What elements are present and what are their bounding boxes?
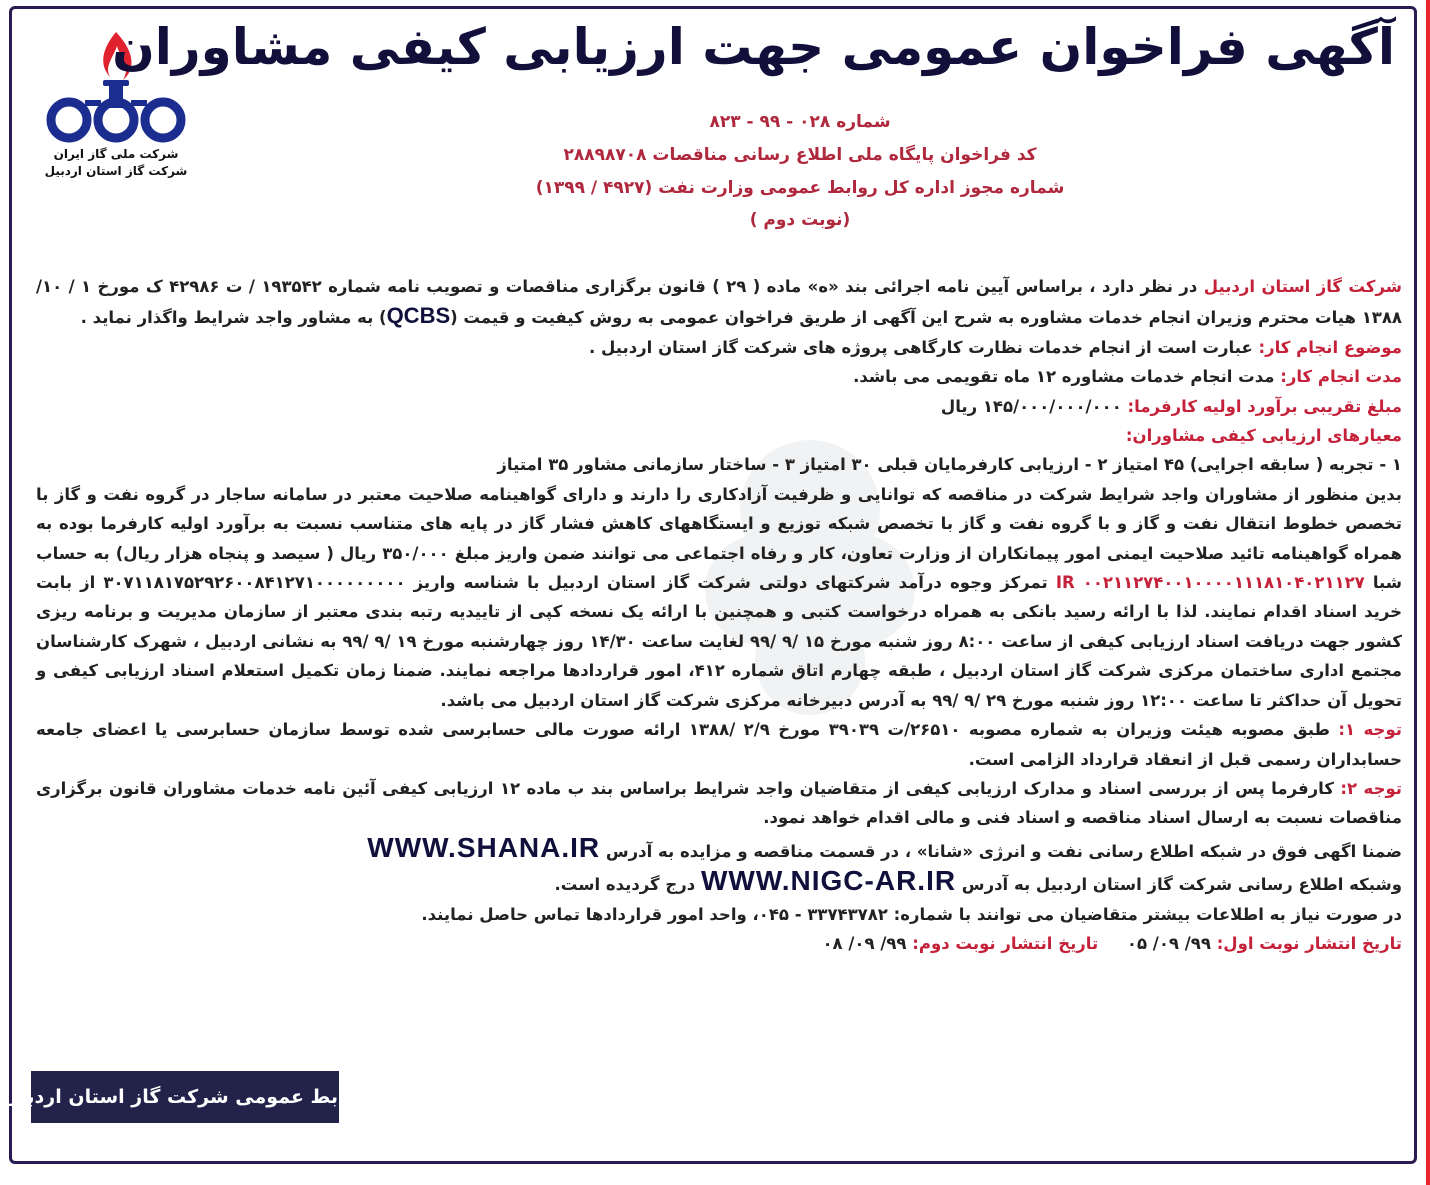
shana-url[interactable]: WWW.SHANA.IR	[367, 831, 601, 863]
qcbs-badge: QCBS	[386, 303, 451, 329]
criteria-list: ۱ - تجربه ( سابقه اجرایی) ۴۵ امتیاز ۲ - ارزیابی کارفرمایان قبلی ۳۰ امتیاز ۳ - ساختار سازمانی مشاور ۳۵ امتیاز	[497, 455, 1402, 475]
note-1-text: طبق مصوبه هیئت وزیران به شماره مصوبه ۲۶۵۱۰/ت ۳۹۰۳۹ مورخ ۲/۹ /۱۳۸۸ ارائه صورت مالی حسابرسی شده توسط سازمان حسابرسی یا اعضای جامعه حسابداران رسمی قبل از انعقاد قرارداد الزامی است.	[36, 720, 1402, 769]
intro-text-2: ) به مشاور واجد شرایط واگذار نماید .	[80, 308, 387, 328]
duration-line	[36, 362, 1402, 391]
notice-title: آگهی فراخوان عمومی جهت ارزیابی کیفی مشاوران	[112, 18, 1395, 76]
subject-text: عبارت است از انجام خدمات نظارت کارگاهی پروژه های شرکت گاز استان اردبیل .	[589, 337, 1259, 357]
publish-dates	[36, 929, 1402, 958]
nigc-text-1: وشبکه اطلاع رسانی شرکت گاز استان اردبیل به آدرس	[956, 875, 1402, 895]
logo-line-provincial: شرکت گاز استان اردبیل	[44, 164, 188, 178]
contact-line: در صورت نیاز به اطلاعات بیشتر متقاضیان می توانند با شماره: ۳۳۷۴۳۷۸۲ - ۰۴۵، واحد امور قراردادها تماس حاصل نمایند.	[421, 904, 1402, 924]
estimate-text: ۱۴۵/۰۰۰/۰۰۰/۰۰۰ ریال	[940, 396, 1128, 416]
first-publish-label: تاریخ انتشار نوبت اول:	[1216, 933, 1402, 953]
first-publish-date: ۹۹/ ۰۹/ ۰۵	[1126, 933, 1217, 953]
estimate-line	[36, 392, 1402, 421]
details-text-1: بدین منظور از مشاوران واجد شرایط شرکت در مناقصه که توانایی و ظرفیت آزادکاری را دارند و دارای گواهینامه صلاحیت معتبر در سامانه ساجار در گروه نفت و گاز با تخصص خطوط انتقال نفت و گاز و با گروه نفت و گاز با تخصص شبکه توزیع و ایستگاههای کاهش فشار گاز در پایه های متناسب نسبت به برآورد اولیه کارفرما بوده به همراه گواهینامه تائید صلاحیت ایمنی امور پیمانکاران از وزارت تعاون، کار و رفاه اجتماعی می توانند ضمن واریز مبلغ ۳۵۰/۰۰۰ ریال ( سیصد و پنجاه هزار ریال) به حساب شبا	[36, 484, 1403, 593]
nigc-line	[36, 866, 1402, 899]
estimate-label: مبلغ تقریبی برآورد اولیه کارفرما:	[1127, 396, 1402, 416]
license-number: شماره مجوز اداره کل روابط عمومی وزارت نفت (۴۹۲۷ / ۱۳۹۹)	[535, 178, 1065, 198]
page-edge-strip	[1426, 0, 1430, 1185]
company-name: شرکت گاز استان اردبیل	[1203, 277, 1402, 296]
duration-text: مدت انجام خدمات مشاوره ۱۲ ماه تقویمی می باشد.	[853, 367, 1281, 387]
portal-code: کد فراخوان پایگاه ملی اطلاع رسانی مناقصات ۲۸۸۹۸۷۰۸	[563, 145, 1037, 165]
notice-number: شماره ۰۲۸ - ۹۹ - ۸۲۳	[709, 112, 891, 132]
second-publish-date: ۹۹/ ۰۹/ ۰۸	[822, 933, 913, 953]
note-2-label: توجه ۲:	[1340, 778, 1402, 798]
duration-label: مدت انجام کار:	[1280, 367, 1402, 387]
note-2	[36, 774, 1402, 833]
details-text-2: تمرکز وجوه درآمد شرکتهای دولتی شرکت گاز استان اردبیل با شناسه واریز ۳۰۷۱۱۸۱۷۵۲۹۲۶۰۰۸۴۱۲۷۱۰۰۰۰۰۰۰۰۰ از بابت خرید اسناد اقدام نمایند. لذا با ارائه رسید بانکی به همراه درخواست کتبی و همچنین با ارائه یک نسخه کپی از تاییدیه رتبه بندی معتبر از سازمان مدیریت و برنامه ریزی کشور جهت دریافت اسناد ارزیابی کیفی از ساعت ۸:۰۰ روز شنبه مورخ ۱۵ /۹ /۹۹ لغایت ساعت ۱۴/۳۰ روز چهارشنبه مورخ ۱۹ /۹ /۹۹ به نشانی اردبیل ، شهرک کارشناسان مجتمع اداری ساختمان مرکزی شرکت گاز استان اردبیل ، طبقه چهارم اتاق شماره ۴۱۲، امور قراردادها مراجعه نمایند. ضمنا زمان تکمیل استعلام اسناد ارزیابی کیفی و تحویل آن حداکثر تا ساعت ۱۲:۰۰ روز شنبه مورخ ۲۹ /۹ /۹۹ به آدرس دبیرخانه مرکزی شرکت گاز استان اردبیل می باشد.	[36, 573, 1402, 710]
nigc-url[interactable]: WWW.NIGC-AR.IR	[701, 865, 957, 897]
shana-text: ضمنا اگهی فوق در شبکه اطلاع رسانی نفت و انرژی «شانا» ، در قسمت مناقصه و مزایده به آدرس	[600, 841, 1402, 861]
publication-round: (نوبت دوم )	[749, 210, 851, 230]
note-1	[36, 715, 1402, 774]
subject-label: موضوع انجام کار:	[1258, 337, 1402, 357]
details-paragraph	[36, 480, 1402, 715]
shana-line	[36, 833, 1402, 866]
intro-paragraph	[36, 272, 1402, 333]
second-publish-label: تاریخ انتشار نوبت دوم:	[912, 933, 1099, 953]
note-1-label: توجه ۱:	[1338, 720, 1402, 740]
criteria-label: معیارهای ارزیابی کیفی مشاوران:	[1125, 426, 1402, 446]
nigc-text-2: درج گردیده است.	[554, 875, 701, 895]
public-relations-signature: روابط عمومی شرکت گاز استان اردبیل	[31, 1071, 339, 1123]
criteria-heading	[36, 421, 1402, 450]
notice-body	[36, 272, 1402, 958]
note-2-text: کارفرما پس از بررسی اسناد و مدارک ارزیابی کیفی از متقاضیان واجد شرایط براساس بند ب ماده ۱۲ ارزیابی کیفی آئین نامه خدمات مشاوران قانون برگزاری مناقصات نسبت به ارسال اسناد مناقصه و اسناد فنی و مالی اقدام خواهد نمود.	[36, 778, 1402, 828]
subject-line	[36, 333, 1402, 362]
intro-text-1: در نظر دارد ، براساس آیین نامه اجرائی بند «ه» ماده ( ۲۹ ) قانون برگزاری مناقصات و تصویب نامه شماره ۱۹۳۵۴۲ / ت ۴۲۹۸۶ ک مورخ ۱ / ۱۰/ ۱۳۸۸ هیات محترم وزیران انجام خدمات مشاوره به شرح این آگهی از طریق فراخوان عمومی به روش کیفیت و قیمت (	[36, 277, 1402, 328]
logo-line-national: شرکت ملی گاز ایران	[53, 147, 179, 161]
sheba-number: IR ۰۰۲۱۱۲۷۴۰۰۱۰۰۰۰۱۱۱۸۱۰۴۰۲۱۱۲۷	[1055, 573, 1365, 593]
